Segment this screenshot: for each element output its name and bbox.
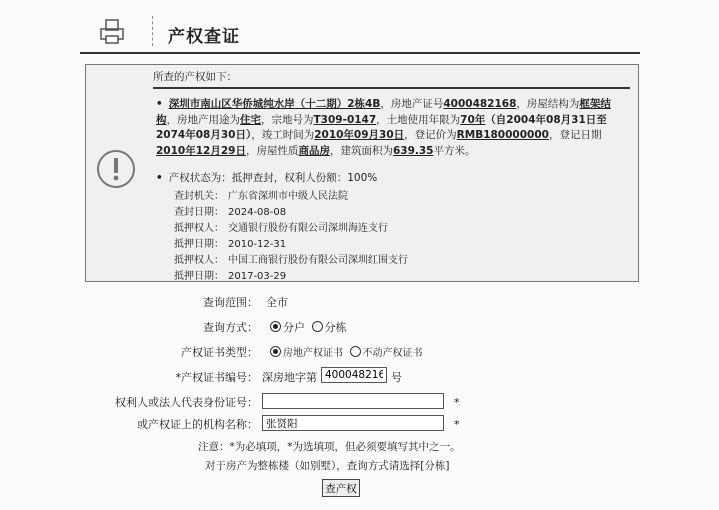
org-input[interactable]: [262, 415, 444, 431]
cert-no-value: 4000482168: [443, 98, 517, 110]
method-option-label: 分户: [283, 321, 305, 334]
method-label: 查询方式：: [203, 321, 258, 334]
cert-no-field-label: *产权证书编号：: [175, 371, 258, 384]
completion-value: 2010年09月30日: [314, 129, 405, 141]
lot-value: T309-0147: [313, 113, 377, 126]
property-details: [156, 97, 616, 159]
exclamation-icon: [96, 149, 136, 189]
cert-no-label: ，房地产证号: [380, 98, 444, 110]
id-label: 权利人或法人代表身份证号：: [115, 396, 258, 409]
cert-prefix: 深房地字第: [262, 371, 317, 384]
nature-label: ，房屋性质: [245, 144, 299, 157]
term-value: 70年: [460, 113, 486, 126]
reg-date-label: ，登记日期: [548, 129, 602, 141]
cert-suffix: 号: [391, 371, 402, 384]
structure-value: 框架结构: [156, 98, 611, 126]
completion-label: ，竣工时间为: [251, 129, 315, 141]
cert-type-radio-property[interactable]: [350, 346, 361, 357]
required-star: *: [454, 418, 460, 431]
record-label: 抵押权人：: [174, 223, 224, 234]
printer-icon[interactable]: [98, 18, 126, 46]
id-input[interactable]: [262, 393, 444, 409]
bullet: •: [156, 98, 163, 110]
term-range: （自2004年08月31日至2074年08月30日）: [156, 113, 607, 141]
scope-label: 查询范围：: [203, 296, 258, 309]
scope-value: 全市: [266, 296, 288, 309]
org-label: 或产权证上的机构名称：: [137, 418, 258, 431]
page-header: [80, 10, 640, 54]
record-row: [174, 251, 408, 266]
record-value: 广东省深圳市中级人民法院: [228, 191, 348, 202]
record-label: 查封机关：: [174, 191, 224, 202]
record-row: [174, 267, 286, 282]
record-label: 抵押权人：: [174, 255, 224, 266]
cert-type-radio-realestate[interactable]: [270, 346, 281, 357]
query-button[interactable]: 查产权: [322, 479, 360, 497]
result-box: [85, 64, 639, 282]
result-intro: 所查的产权如下：: [153, 71, 237, 83]
record-row: [174, 235, 286, 250]
usage-label: ，房地产用途为: [166, 113, 240, 126]
method-radio-building[interactable]: [312, 321, 323, 332]
page-title: 产权查证: [168, 27, 240, 47]
result-divider: [153, 87, 630, 89]
record-value: 2024-08-08: [228, 207, 287, 218]
cert-type-option-label: 不动产权证书: [362, 348, 423, 359]
record-label: 抵押日期：: [174, 271, 224, 282]
cert-type-options: [270, 344, 423, 359]
nature-value: 商品房: [298, 144, 330, 157]
record-label: 查封日期：: [174, 207, 224, 218]
status-line: [156, 170, 377, 185]
cert-no-input[interactable]: [321, 367, 387, 383]
bullet: •: [156, 172, 163, 184]
method-options: [270, 319, 347, 335]
area-label: ，建筑面积为: [329, 144, 393, 157]
record-value: 2017-03-29: [228, 271, 287, 282]
record-value: 中国工商银行股份有限公司深圳红围支行: [228, 255, 408, 266]
area-unit: 平方米。: [433, 144, 476, 157]
method-radio-unit[interactable]: [270, 321, 281, 332]
required-star: *: [454, 396, 460, 409]
method-option-label: 分栋: [324, 321, 347, 334]
note-required: 注意：*为必填项，*为选填项，但必须要填写其中之一。: [198, 441, 461, 453]
cert-type-label: 产权证书类型：: [181, 346, 258, 359]
price-value: RMB180000000: [456, 129, 549, 141]
lot-label: ，宗地号为: [261, 113, 314, 126]
record-label: 抵押日期：: [174, 239, 224, 250]
structure-label: ，房屋结构为: [516, 98, 580, 110]
reg-date-value: 2010年12月29日: [156, 144, 246, 157]
record-row: [174, 187, 348, 202]
record-value: 2010-12-31: [228, 239, 287, 250]
term-label: ，土地使用年限为: [376, 113, 461, 126]
property-address: 深圳市南山区华侨城纯水岸（十二期）2栋4B: [168, 98, 381, 110]
header-divider: [152, 16, 153, 46]
record-value: 交通银行股份有限公司深圳海连支行: [228, 223, 388, 234]
price-label: ，登记价为: [404, 129, 457, 141]
area-value: 639.35: [392, 144, 434, 157]
cert-type-option-label: 房地产权证书: [283, 348, 343, 359]
record-row: [174, 203, 286, 218]
note-building: 对于房产为整栋楼（如别墅），查询方式请选择[分栋]: [205, 460, 450, 472]
usage-value: 住宅: [240, 113, 261, 126]
record-row: [174, 219, 388, 234]
status-text: 产权状态为：抵押查封，权利人份额：100%: [168, 172, 378, 184]
